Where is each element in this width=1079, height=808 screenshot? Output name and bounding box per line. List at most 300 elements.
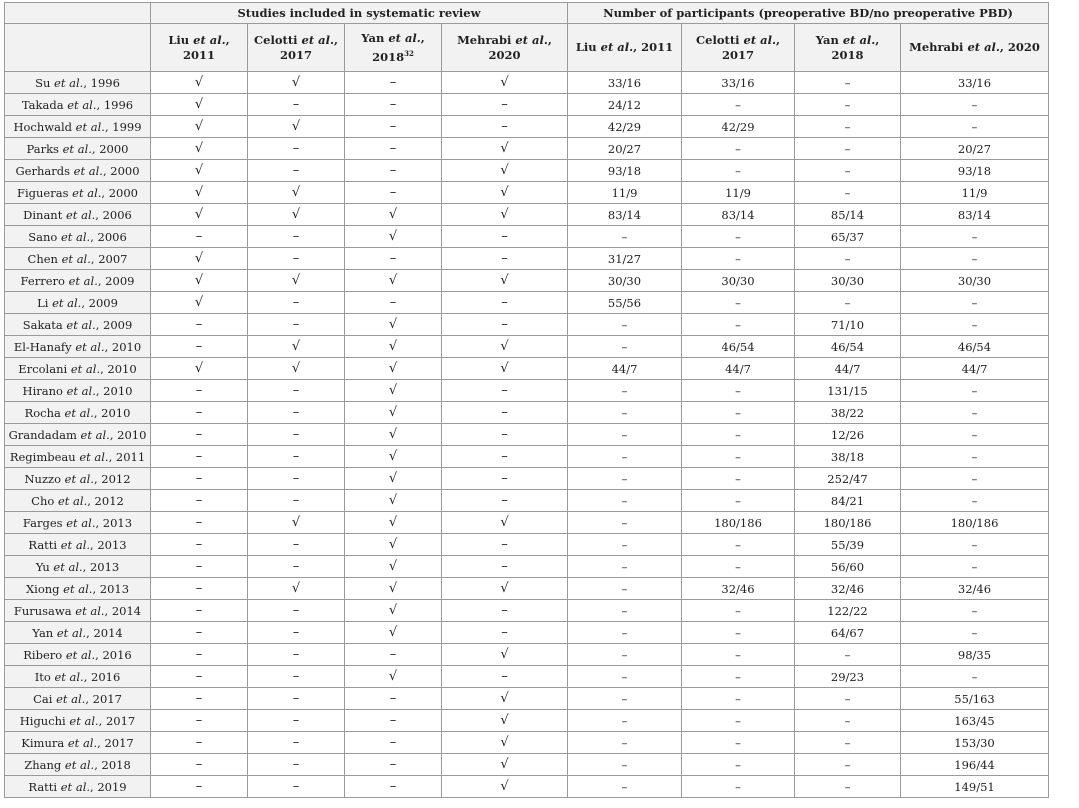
inclusion-mark-cell: √: [345, 468, 442, 490]
table-row: [5, 688, 1049, 710]
participants-cell: 11/9: [901, 182, 1049, 204]
study-name: [5, 710, 151, 732]
table-header: [5, 3, 1049, 72]
inclusion-mark-cell: –: [248, 622, 345, 644]
inclusion-mark-cell: –: [248, 600, 345, 622]
inclusion-mark-cell: √: [248, 116, 345, 138]
table-row: [5, 314, 1049, 336]
table-row: [5, 160, 1049, 182]
participants-cell: –: [682, 402, 795, 424]
inclusion-mark-cell: –: [345, 160, 442, 182]
inclusion-mark-cell: –: [345, 644, 442, 666]
study-etal: et al.: [54, 669, 84, 684]
study-year: , 2016: [95, 647, 132, 662]
inclusion-mark-cell: –: [442, 622, 568, 644]
study-name: [5, 446, 151, 468]
inclusion-mark-cell: √: [345, 622, 442, 644]
study-author: Yu: [35, 559, 54, 574]
inclusion-mark-cell: √: [345, 270, 442, 292]
inclusion-mark-cell: –: [442, 556, 568, 578]
participants-cell: –: [568, 314, 682, 336]
participants-cell: –: [901, 402, 1049, 424]
study-etal: et al.: [79, 449, 109, 464]
study-etal: et al.: [60, 779, 91, 794]
inclusion-mark-cell: √: [248, 578, 345, 600]
study-name: [5, 644, 151, 666]
participants-cell: 163/45: [901, 710, 1049, 732]
participants-cell: –: [568, 710, 682, 732]
study-etal: et al.: [60, 229, 91, 244]
inclusion-mark-cell: –: [151, 314, 248, 336]
study-etal: et al.: [61, 251, 91, 266]
participants-cell: 44/7: [568, 358, 682, 380]
participants-cell: 64/67: [795, 622, 901, 644]
column-header-sep: ,: [333, 32, 338, 47]
column-header-author: Mehrabi: [457, 32, 516, 47]
study-author: Ribero: [23, 647, 66, 662]
inclusion-mark-cell: √: [345, 336, 442, 358]
study-author: Grandadam: [8, 427, 81, 442]
column-header-etal: et al.: [743, 32, 776, 47]
inclusion-mark-cell: –: [345, 94, 442, 116]
inclusion-mark-cell: –: [151, 512, 248, 534]
study-etal: et al.: [66, 317, 96, 332]
participants-cell: –: [795, 72, 901, 94]
column-header-year: 2017: [721, 47, 754, 62]
inclusion-mark-cell: –: [151, 534, 248, 556]
column-header-year: 2020: [488, 47, 521, 62]
column-header-3: [345, 24, 442, 72]
participants-cell: 44/7: [795, 358, 901, 380]
study-name: [5, 666, 151, 688]
study-name: [5, 402, 151, 424]
participants-cell: –: [901, 600, 1049, 622]
table-row: [5, 578, 1049, 600]
study-year: , 2010: [109, 427, 147, 442]
inclusion-mark-cell: –: [345, 688, 442, 710]
study-author: Cai: [33, 691, 57, 706]
column-header-author: Celotti: [254, 32, 302, 47]
participants-cell: –: [682, 600, 795, 622]
participants-cell: –: [682, 556, 795, 578]
inclusion-mark-cell: –: [442, 666, 568, 688]
inclusion-mark-cell: –: [151, 468, 248, 490]
study-year: , 2006: [95, 207, 132, 222]
column-header-sep: ,: [225, 32, 230, 47]
inclusion-mark-cell: √: [345, 578, 442, 600]
study-author: Higuchi: [19, 713, 70, 728]
participants-cell: –: [682, 710, 795, 732]
inclusion-mark-cell: –: [345, 754, 442, 776]
column-header-author: Yan: [815, 32, 843, 47]
participants-cell: 98/35: [901, 644, 1049, 666]
participants-cell: –: [682, 644, 795, 666]
participants-cell: 46/54: [682, 336, 795, 358]
inclusion-mark-cell: –: [442, 600, 568, 622]
corner-cell: [5, 3, 151, 24]
inclusion-mark-cell: √: [248, 204, 345, 226]
inclusion-mark-cell: √: [442, 732, 568, 754]
participants-cell: –: [682, 424, 795, 446]
participants-cell: 84/21: [795, 490, 901, 512]
inclusion-mark-cell: –: [442, 402, 568, 424]
participants-cell: –: [901, 380, 1049, 402]
study-name: [5, 380, 151, 402]
column-header-etal: et al.: [515, 32, 548, 47]
table-row: [5, 424, 1049, 446]
inclusion-mark-cell: √: [345, 358, 442, 380]
participants-cell: –: [901, 116, 1049, 138]
inclusion-mark-cell: –: [248, 292, 345, 314]
study-year: , 2017: [97, 735, 134, 750]
study-author: Li: [37, 295, 53, 310]
participants-cell: –: [568, 754, 682, 776]
inclusion-mark-cell: √: [248, 270, 345, 292]
study-author: Cho: [31, 493, 58, 508]
study-name: [5, 556, 151, 578]
inclusion-mark-cell: –: [151, 380, 248, 402]
study-name: [5, 688, 151, 710]
inclusion-mark-cell: –: [442, 116, 568, 138]
participants-cell: 153/30: [901, 732, 1049, 754]
participants-cell: –: [682, 688, 795, 710]
participants-cell: 56/60: [795, 556, 901, 578]
study-year: , 1996: [96, 97, 134, 112]
inclusion-mark-cell: –: [151, 710, 248, 732]
study-year: , 2017: [98, 713, 136, 728]
participants-cell: –: [568, 556, 682, 578]
column-header-author: Mehrabi: [909, 40, 968, 54]
participants-cell: –: [795, 116, 901, 138]
participants-cell: 122/22: [795, 600, 901, 622]
table-row: [5, 446, 1049, 468]
inclusion-mark-cell: –: [345, 72, 442, 94]
participants-cell: –: [568, 226, 682, 248]
participants-cell: –: [795, 182, 901, 204]
participants-cell: 83/14: [901, 204, 1049, 226]
study-name: [5, 336, 151, 358]
inclusion-mark-cell: –: [151, 644, 248, 666]
inclusion-mark-cell: √: [248, 336, 345, 358]
study-name: [5, 160, 151, 182]
column-header-sep: ,: [775, 32, 780, 47]
participants-cell: 33/16: [901, 72, 1049, 94]
study-year: , 1996: [83, 75, 120, 90]
participants-cell: –: [682, 534, 795, 556]
participants-cell: –: [901, 666, 1049, 688]
study-author: Nuzzo: [24, 471, 65, 486]
participants-cell: 11/9: [682, 182, 795, 204]
column-header-8: [901, 24, 1049, 72]
study-name: [5, 424, 151, 446]
inclusion-mark-cell: √: [442, 688, 568, 710]
table-row: [5, 116, 1049, 138]
study-author: Ratti: [28, 779, 61, 794]
participants-cell: –: [568, 468, 682, 490]
inclusion-mark-cell: –: [248, 138, 345, 160]
table-body: [5, 72, 1049, 798]
inclusion-mark-cell: √: [345, 380, 442, 402]
study-author: Su: [35, 75, 55, 90]
inclusion-mark-cell: √: [248, 358, 345, 380]
table-row: [5, 512, 1049, 534]
study-author: Regimbeau: [9, 449, 80, 464]
table-row: [5, 776, 1049, 798]
participants-cell: –: [901, 314, 1049, 336]
participants-cell: 33/16: [568, 72, 682, 94]
study-etal: et al.: [66, 383, 96, 398]
inclusion-mark-cell: √: [442, 776, 568, 798]
study-author: Zhang: [24, 757, 65, 772]
study-author: Takada: [21, 97, 68, 112]
study-author: Hochwald: [13, 119, 76, 134]
study-year: , 2009: [97, 273, 135, 288]
participants-cell: –: [568, 622, 682, 644]
participants-cell: 32/46: [682, 578, 795, 600]
participants-cell: –: [901, 94, 1049, 116]
table-row: [5, 336, 1049, 358]
participants-cell: –: [795, 710, 901, 732]
participants-cell: 29/23: [795, 666, 901, 688]
inclusion-mark-cell: √: [151, 138, 248, 160]
inclusion-mark-cell: –: [151, 622, 248, 644]
inclusion-mark-cell: –: [248, 160, 345, 182]
inclusion-mark-cell: –: [248, 468, 345, 490]
participants-cell: –: [568, 424, 682, 446]
inclusion-mark-cell: √: [345, 204, 442, 226]
participants-cell: –: [568, 490, 682, 512]
inclusion-mark-cell: √: [151, 204, 248, 226]
study-name: [5, 732, 151, 754]
inclusion-mark-cell: –: [248, 556, 345, 578]
inclusion-mark-cell: √: [442, 710, 568, 732]
inclusion-mark-cell: –: [442, 380, 568, 402]
inclusion-mark-cell: –: [345, 732, 442, 754]
table-row: [5, 292, 1049, 314]
participants-cell: 71/10: [795, 314, 901, 336]
column-header-year: 2017: [279, 47, 312, 62]
inclusion-mark-cell: √: [442, 754, 568, 776]
table-row: [5, 534, 1049, 556]
inclusion-mark-cell: –: [248, 754, 345, 776]
participants-cell: –: [795, 776, 901, 798]
study-author: Ratti: [28, 537, 61, 552]
column-header-1: [151, 24, 248, 72]
study-name: [5, 490, 151, 512]
inclusion-mark-cell: –: [151, 556, 248, 578]
participants-cell: 12/26: [795, 424, 901, 446]
column-header-5: [568, 24, 682, 72]
header-group-row: [5, 3, 1049, 24]
participants-cell: –: [795, 94, 901, 116]
study-year: , 2014: [86, 625, 123, 640]
inclusion-mark-cell: –: [248, 226, 345, 248]
participants-cell: –: [795, 160, 901, 182]
study-year: , 1999: [104, 119, 142, 134]
participants-cell: 32/46: [901, 578, 1049, 600]
table-row: [5, 644, 1049, 666]
inclusion-mark-cell: –: [151, 666, 248, 688]
table-row: [5, 182, 1049, 204]
study-etal: et al.: [53, 559, 83, 574]
participants-cell: 55/39: [795, 534, 901, 556]
study-name: [5, 468, 151, 490]
study-name: [5, 292, 151, 314]
participants-cell: –: [682, 446, 795, 468]
inclusion-mark-cell: –: [151, 490, 248, 512]
study-name: [5, 754, 151, 776]
column-header-etal: et al.: [388, 30, 421, 45]
inclusion-mark-cell: –: [442, 94, 568, 116]
study-name: [5, 600, 151, 622]
inclusion-mark-cell: √: [151, 292, 248, 314]
participants-cell: 38/22: [795, 402, 901, 424]
participants-cell: –: [568, 776, 682, 798]
inclusion-mark-cell: √: [442, 160, 568, 182]
table-row: [5, 204, 1049, 226]
inclusion-mark-cell: –: [248, 732, 345, 754]
participants-cell: 55/163: [901, 688, 1049, 710]
inclusion-mark-cell: –: [345, 182, 442, 204]
participants-cell: –: [682, 666, 795, 688]
participants-cell: 30/30: [795, 270, 901, 292]
inclusion-mark-cell: √: [442, 644, 568, 666]
inclusion-mark-cell: √: [442, 204, 568, 226]
participants-cell: –: [795, 138, 901, 160]
study-name: [5, 314, 151, 336]
inclusion-mark-cell: –: [442, 314, 568, 336]
inclusion-mark-cell: √: [151, 72, 248, 94]
participants-cell: 38/18: [795, 446, 901, 468]
inclusion-mark-cell: –: [151, 600, 248, 622]
inclusion-mark-cell: –: [151, 578, 248, 600]
table-row: [5, 138, 1049, 160]
participants-cell: –: [568, 666, 682, 688]
participants-cell: –: [682, 732, 795, 754]
participants-cell: –: [901, 490, 1049, 512]
participants-cell: –: [795, 644, 901, 666]
inclusion-mark-cell: –: [345, 138, 442, 160]
table-row: [5, 710, 1049, 732]
participants-cell: –: [682, 468, 795, 490]
participants-cell: –: [682, 248, 795, 270]
participants-cell: 24/12: [568, 94, 682, 116]
inclusion-mark-cell: √: [151, 182, 248, 204]
participants-cell: –: [682, 314, 795, 336]
study-year: , 2012: [87, 493, 124, 508]
study-author: Ferrero: [20, 273, 69, 288]
study-year: , 2000: [91, 141, 129, 156]
inclusion-mark-cell: –: [248, 94, 345, 116]
participants-cell: –: [901, 292, 1049, 314]
inclusion-mark-cell: –: [151, 424, 248, 446]
participants-cell: –: [682, 94, 795, 116]
column-header-etal: et al.: [193, 32, 226, 47]
participants-cell: 11/9: [568, 182, 682, 204]
study-etal: et al.: [64, 471, 94, 486]
inclusion-mark-cell: –: [151, 732, 248, 754]
participants-cell: 196/44: [901, 754, 1049, 776]
participants-cell: –: [682, 490, 795, 512]
inclusion-mark-cell: √: [345, 534, 442, 556]
participants-cell: –: [901, 622, 1049, 644]
inclusion-mark-cell: –: [151, 336, 248, 358]
table-row: [5, 358, 1049, 380]
table-row: [5, 248, 1049, 270]
study-etal: et al.: [56, 691, 86, 706]
study-etal: et al.: [54, 75, 84, 90]
inclusion-mark-cell: –: [345, 116, 442, 138]
table-row: [5, 94, 1049, 116]
table-row: [5, 556, 1049, 578]
table-row: [5, 226, 1049, 248]
participants-cell: –: [795, 292, 901, 314]
column-header-2: [248, 24, 345, 72]
inclusion-mark-cell: √: [151, 94, 248, 116]
study-name: [5, 94, 151, 116]
column-header-sep: , 2020: [999, 40, 1040, 54]
participants-cell: 93/18: [568, 160, 682, 182]
inclusion-mark-cell: –: [345, 776, 442, 798]
study-name: [5, 358, 151, 380]
inclusion-mark-cell: –: [442, 292, 568, 314]
inclusion-mark-cell: –: [151, 226, 248, 248]
study-year: , 2000: [102, 163, 140, 178]
inclusion-mark-cell: √: [442, 270, 568, 292]
participants-cell: 32/46: [795, 578, 901, 600]
participants-cell: 31/27: [568, 248, 682, 270]
study-year: , 2011: [108, 449, 146, 464]
participants-cell: 42/29: [682, 116, 795, 138]
participants-cell: 42/29: [568, 116, 682, 138]
participants-cell: –: [568, 688, 682, 710]
inclusion-mark-cell: –: [248, 644, 345, 666]
inclusion-mark-cell: √: [345, 226, 442, 248]
inclusion-mark-cell: √: [345, 512, 442, 534]
study-year: , 2013: [90, 537, 127, 552]
participants-cell: –: [682, 160, 795, 182]
column-header-author: Liu: [575, 40, 601, 54]
inclusion-mark-cell: –: [151, 754, 248, 776]
inclusion-mark-cell: –: [248, 314, 345, 336]
study-name: [5, 578, 151, 600]
participants-cell: –: [682, 292, 795, 314]
column-header-sep: ,: [875, 32, 880, 47]
inclusion-mark-cell: √: [442, 578, 568, 600]
study-name: [5, 182, 151, 204]
group-participants-heading: Number of participants (preoperative BD/no preoperative PBD): [568, 3, 1049, 24]
participants-cell: 46/54: [795, 336, 901, 358]
inclusion-mark-cell: –: [248, 688, 345, 710]
column-header-year: 2018: [372, 49, 405, 64]
inclusion-mark-cell: –: [248, 666, 345, 688]
table-row: [5, 490, 1049, 512]
study-year: , 2000: [101, 185, 138, 200]
inclusion-mark-cell: √: [442, 182, 568, 204]
study-year: , 2016: [83, 669, 121, 684]
inclusion-mark-cell: –: [248, 446, 345, 468]
inclusion-mark-cell: –: [151, 776, 248, 798]
inclusion-mark-cell: √: [345, 446, 442, 468]
inclusion-mark-cell: √: [345, 600, 442, 622]
study-name: [5, 270, 151, 292]
participants-cell: 20/27: [568, 138, 682, 160]
inclusion-mark-cell: –: [442, 248, 568, 270]
study-etal: et al.: [72, 185, 102, 200]
study-year: , 2006: [90, 229, 127, 244]
inclusion-mark-cell: –: [151, 402, 248, 424]
inclusion-mark-cell: –: [248, 490, 345, 512]
